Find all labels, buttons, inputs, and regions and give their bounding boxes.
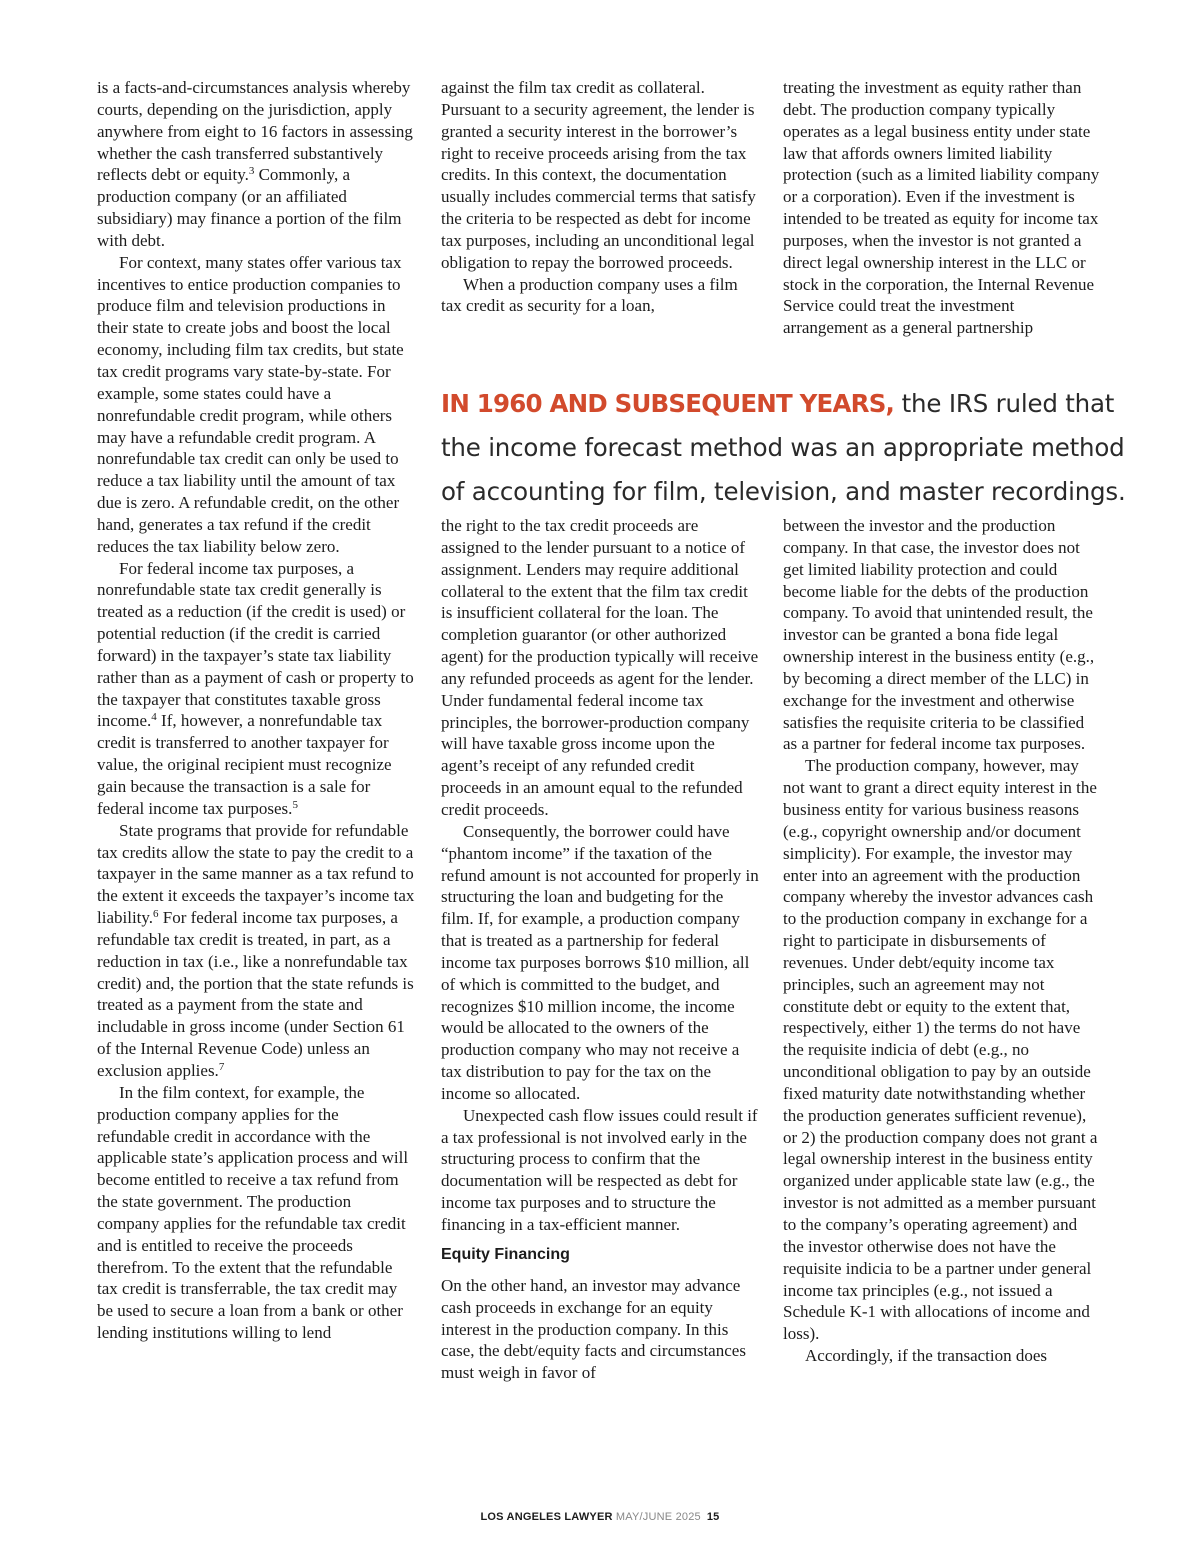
paragraph: is a facts-and-circumstances analysis whereby courts, depending on the jurisdiction, apply anywhere from eight to 16 factors in assessing whether the cash transferred substantively reflects debt or equity.$^3$ Commonly, a production company (or an affiliated subsidiary) may finance a portion of the film with debt.: [97, 78, 413, 250]
paragraph: Unexpected cash flow issues could result if a tax professional is not involved early in the structuring process to confirm that the documentation will be respected as debt for income tax purposes and to structure the financing in a tax-efficient manner.: [441, 1105, 758, 1234]
body-column-1: [97, 77, 415, 1344]
body-column-3-bottom: [783, 515, 1101, 1367]
paragraph: For federal income tax purposes, a nonrefundable state tax credit generally is treated as a reduction (if the credit is used) or potential reduction (if the credit is carried forward) in the taxpayer’s state tax liability rather than as a payment of cash or property to the taxpayer that constitutes taxable gross income.$^4$ If, however, a nonrefundable tax credit is transferred to another taxpayer for value, the original recipient must recognize gain because the transaction is a sale for federal income tax purposes.$^5$: [97, 558, 414, 818]
body-column-2-bottom: [441, 515, 759, 1384]
pull-quote-text: the IRS ruled that the income forecast method was an appropriate method of accounting for film, television, and master recordings.: [441, 389, 1126, 506]
footnote-ref[interactable]: 7: [218, 1060, 225, 1073]
paragraph: When a production company uses a film tax credit as security for a loan,: [441, 274, 738, 316]
publication-name: LOS ANGELES LAWYER: [480, 1511, 613, 1523]
body-column-2-top: [441, 77, 759, 317]
pull-quote: [441, 382, 1141, 514]
footnote-ref[interactable]: 4: [151, 711, 157, 724]
paragraph: Accordingly, if the transaction does: [805, 1346, 1048, 1366]
paragraph: The production company, however, may not want to grant a direct equity interest in the business entity for various business reasons (e.g., copyright ownership and/or document simplicity). For example, the investor may enter into an agreement with the production company whereby the investor advances cash to the production company in exchange for a right to participate in disbursements of revenues. Under debt/equity income tax principles, such an agreement may not constitute debt or equity to the extent that, respectively, either 1) the terms do not have the requisite indicia of debt (e.g., no unconditional obligation to pay by an outside fixed maturity date notwithstanding whether the production generates sufficient revenue), or 2) the production company does not grant a legal ownership interest in the business entity organized under applicable state law (e.g., the investor is not admitted as a member pursuant to the company’s operating agreement) and the investor otherwise does not have the requisite indicia to be a partner under general income tax principles (e.g., not issued a Schedule K-1 with allocations of income and loss).: [783, 756, 1098, 1344]
page-number: 15: [706, 1511, 720, 1523]
section-heading: Equity Financing: [441, 1245, 570, 1263]
paragraph: against the film tax credit as collateral. Pursuant to a security agreement, the lender is granted a security interest in the borrower’s right to receive proceeds arising from the tax credits. In this context, the documentation usually includes commercial terms that satisfy the criteria to be respected as debt for income tax purposes, including an unconditional legal obligation to repay the borrowed proceeds.: [441, 78, 756, 272]
paragraph: between the investor and the production company. In that case, the investor does not get limited liability protection and could become liable for the debts of the production company. To avoid that unintended result, the investor can be granted a bona fide legal ownership interest in the business entity (e.g., by becoming a direct member of the LLC) in exchange for the investment and otherwise satisfies the requisite criteria to be classified as a partner for federal income tax purposes.: [783, 516, 1095, 754]
paragraph: the right to the tax credit proceeds are assigned to the lender pursuant to a notice of assignment. Lenders may require additional collateral to the extent that the film tax credit is insufficient collateral for the loan. The completion guarantor (or other authorized agent) for the production typically will receive any refunded proceeds as agent for the lender. Under fundamental federal income tax principles, the borrower-production company will have taxable gross income upon the agent’s receipt of any refunded credit proceeds in an amount equal to the refunded credit proceeds.: [441, 516, 759, 819]
paragraph: For context, many states offer various tax incentives to entice production companies to produce film and television productions in their state to create jobs and boost the local economy, including film tax credits, but state tax credit programs vary state-by-state. For example, some states could have a nonrefundable credit program, while others may have a refundable credit program. A nonrefundable tax credit can only be used to reduce a tax liability until the amount of tax due is zero. A refundable credit, on the other hand, generates a tax refund if the credit reduces the tax liability below zero.: [97, 252, 404, 556]
page-footer: [0, 1511, 1200, 1523]
paragraph: On the other hand, an investor may advance cash proceeds in exchange for an equity interest in the production company. In this case, the debt/equity facts and circumstances must weigh in favor of: [441, 1275, 746, 1383]
footnote-ref[interactable]: 6: [153, 908, 159, 921]
footnote-ref[interactable]: 3: [248, 165, 255, 178]
paragraph: State programs that provide for refundable tax credits allow the state to pay the credit to a taxpayer in the same manner as a tax refund to the extent it exceeds the taxpayer’s income tax liability.$^6$ For federal income tax purposes, a refundable tax credit is treated, in part, as a reduction in tax (i.e., like a nonrefundable tax credit) and, the portion that the state refunds is treated as a payment from the state and includable in gross income (under Section 61 of the Internal Revenue Code) unless an exclusion applies.$^7$: [97, 820, 415, 1080]
issue-date: MAY/JUNE 2025: [612, 1511, 701, 1523]
paragraph: treating the investment as equity rather than debt. The production company typically operates as a legal business entity under state law that affords owners limited liability protection (such as a limited liability company or a corporation). Even if the investment is intended to be treated as equity for income tax purposes, when the investor is not granted a direct legal ownership interest in the LLC or stock in the corporation, the Internal Revenue Service could treat the investment arrangement as a general partnership: [783, 78, 1100, 338]
paragraph: In the film context, for example, the production company applies for the refundable credit in accordance with the applicable state’s application process and will become entitled to receive a tax refund from the state government. The production company applies for the refundable tax credit and is entitled to receive the proceeds therefrom. To the extent that the refundable tax credit is transferrable, the tax credit may be used to secure a loan from a bank or other lending institutions willing to lend: [97, 1082, 409, 1343]
pull-quote-lead: IN 1960 AND SUBSEQUENT YEARS,: [441, 389, 895, 418]
paragraph: Consequently, the borrower could have “phantom income” if the taxation of the refund amount is not accounted for properly in structuring the loan and budgeting for the film. If, for example, a production company that is treated as a partnership for federal income tax purposes borrows $10 million, all of which is committed to the budget, and recognizes $10 million income, the income would be allocated to the owners of the production company who may not receive a tax distribution to pay for the tax on the income so allocated.: [441, 821, 759, 1103]
body-column-3-top: [783, 77, 1101, 339]
footnote-ref[interactable]: 5: [292, 798, 298, 811]
